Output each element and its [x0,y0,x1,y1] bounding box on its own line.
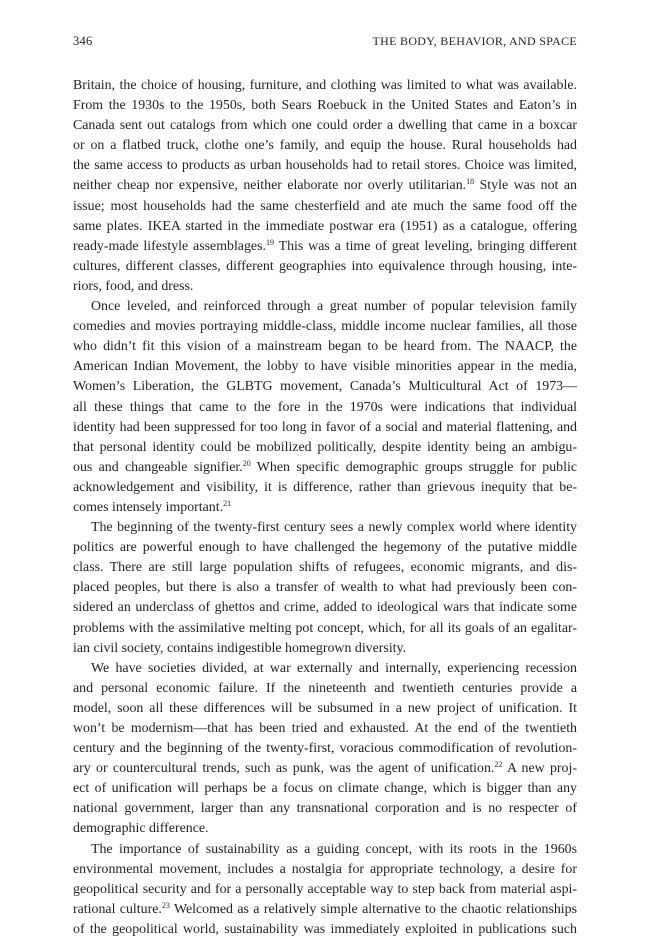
line-text: comedies and movies portraying middle-class, middle income nuclear families, all those [73,319,577,335]
text-line [73,679,577,699]
running-head [73,34,577,54]
footnote-marker[interactable]: 23 [161,900,170,910]
line-text: Style was not an [474,178,577,194]
line-text: Once leveled, and reinforced through a great number of popular television family [91,299,577,315]
text-line [73,156,577,176]
text-line [73,558,577,578]
line-text: When specific demographic groups struggle for public [250,459,577,475]
line-text: ary or countercultural trends, such as punk, was the agent of unification. [73,761,495,777]
text-line [73,277,577,297]
line-text: that personal identity could be mobilized politically, despite identity being an ambigu- [73,439,577,455]
text-line [73,518,577,538]
line-text: We have societies divided, at war externally and internally, experiencing recession [91,660,577,676]
text-line [73,578,577,598]
line-text: ous and changeable signifier. [73,459,243,475]
line-text: cultures, different classes, different geographies into equivalence through housing, inte- [73,258,577,274]
paragraph [73,518,577,659]
line-text: demographic difference. [73,821,209,837]
line-text: The beginning of the twenty-first century sees a newly complex world where identity [91,520,577,536]
text-line [73,458,577,478]
text-line [73,639,577,659]
text-line [73,136,577,156]
body-text [73,76,577,940]
paragraph [73,840,577,940]
text-line [73,799,577,819]
text-line [73,538,577,558]
line-text: environmental movement, includes a nostalgia for appropriate technology, a desire for [73,861,577,877]
text-line [73,860,577,880]
line-text: ready-made lifestyle assemblages. [73,238,266,254]
line-text: placed peoples, but there is also a transfer of wealth to what had previously been con- [73,580,577,596]
footnote-marker[interactable]: 19 [265,237,274,247]
text-line [73,759,577,779]
footnote-marker[interactable]: 22 [494,760,503,770]
line-text: century and the beginning of the twenty-first, voracious commodification of revolution- [73,741,577,757]
text-line [73,116,577,136]
line-text: neither cheap nor expensive, neither elaborate nor overly utilitarian. [73,178,467,194]
line-text: ect of unification will perhaps be a focus on climate change, which is bigger than any [73,781,577,797]
line-text: The importance of sustainability as a guiding concept, with its roots in the 1960s [91,841,577,857]
line-text: won’t be modernism—that has been tried and exhausted. At the end of the twentieth [73,721,577,736]
text-line [73,598,577,618]
text-line [73,819,577,839]
line-text: model, soon all these differences will be subsumed in a new project of unification. It [73,700,577,716]
line-text: Welcomed as a relatively simple alternative to the chaotic relationships [169,901,578,917]
text-line [73,377,577,397]
paragraph [73,297,577,518]
line-text: the same access to products as urban households had to retail stores. Choice was limited, [73,158,577,174]
text-line [73,438,577,458]
line-text: American Indian Movement, the lobby to have visible minorities appear in the media, [73,359,577,375]
line-text: identity had been suppressed for too long in favor of a social and material flattening, and [73,419,577,435]
line-text: rational culture. [73,901,162,917]
line-text: sidered an underclass of ghettos and crime, added to ideological wars that indicate some [73,600,577,616]
line-text: class. There are still large population shifts of refugees, economic migrants, and dis- [73,560,577,576]
line-text: riors, food, and dress. [73,278,194,294]
line-text: This was a time of great leveling, bringing different [273,238,577,254]
line-text: politics are powerful enough to have challenged the hegemony of the putative middle [73,540,577,556]
text-line [73,197,577,217]
line-text: national government, larger than any transnational corporation and is no respecter of [73,801,577,817]
text-line [73,498,577,518]
text-line [73,257,577,277]
line-text: of the geopolitical world, sustainability was immediately exploited in publications such [73,921,577,937]
text-line [73,176,577,196]
line-text: From the 1930s to the 1950s, both Sears Roebuck in the United States and Eaton’s in [73,98,577,114]
line-text: problems with the assimilative melting pot concept, which, for all its goals of an egalitar- [73,620,577,636]
footnote-marker[interactable]: 21 [223,498,232,508]
line-text: issue; most households had the same chesterfield and ate much the same food off the [73,198,577,214]
text-line [73,779,577,799]
text-line [73,619,577,639]
line-text: Britain, the choice of housing, furniture, and clothing was limited to what was available. [73,78,577,93]
line-text: and personal economic failure. If the nineteenth and twentieth centuries provide a [73,680,577,696]
text-line [73,418,577,438]
text-line [73,880,577,900]
line-text: who didn’t fit this vision of a mainstream began to be heard from. The NAACP, the [73,339,577,355]
text-line [73,76,577,96]
line-text: comes intensely important. [73,499,224,515]
line-text: acknowledgement and visibility, it is difference, rather than grievous inequity that be- [73,479,577,495]
text-line [73,659,577,679]
text-line [73,478,577,498]
text-line [73,719,577,739]
paragraph [73,659,577,840]
text-line [73,297,577,317]
footnote-marker[interactable]: 18 [466,177,475,187]
text-line [73,96,577,116]
text-line [73,840,577,860]
text-line [73,337,577,357]
text-line [73,920,577,940]
text-line [73,317,577,337]
line-text: ian civil society, contains indigestible homegrown diversity. [73,640,407,656]
page-number: 346 [73,34,93,48]
text-line [73,699,577,719]
line-text: all these things that came to the fore in the 1970s were indications that individual [73,399,577,415]
text-line [73,357,577,377]
text-line [73,237,577,257]
line-text: A new proj- [502,761,577,777]
text-line [73,398,577,418]
paragraph [73,76,577,297]
text-line [73,739,577,759]
running-title: THE BODY, BEHAVIOR, AND SPACE [372,34,577,48]
line-text: Women’s Liberation, the GLBTG movement, Canada’s Multicultural Act of 1973— [73,379,577,395]
text-line [73,900,577,920]
line-text: or on a flatbed truck, clothe one’s family, and equip the house. Rural households had [73,138,577,154]
line-text: geopolitical security and for a personally acceptable way to step back from material aspi- [73,881,577,897]
text-line [73,217,577,237]
line-text: Canada sent out catalogs from which one could order a dwelling that came in a boxcar [73,118,577,134]
line-text: same plates. IKEA started in the immediate postwar era (1951) as a catalogue, offering [73,218,577,234]
footnote-marker[interactable]: 20 [242,458,251,468]
